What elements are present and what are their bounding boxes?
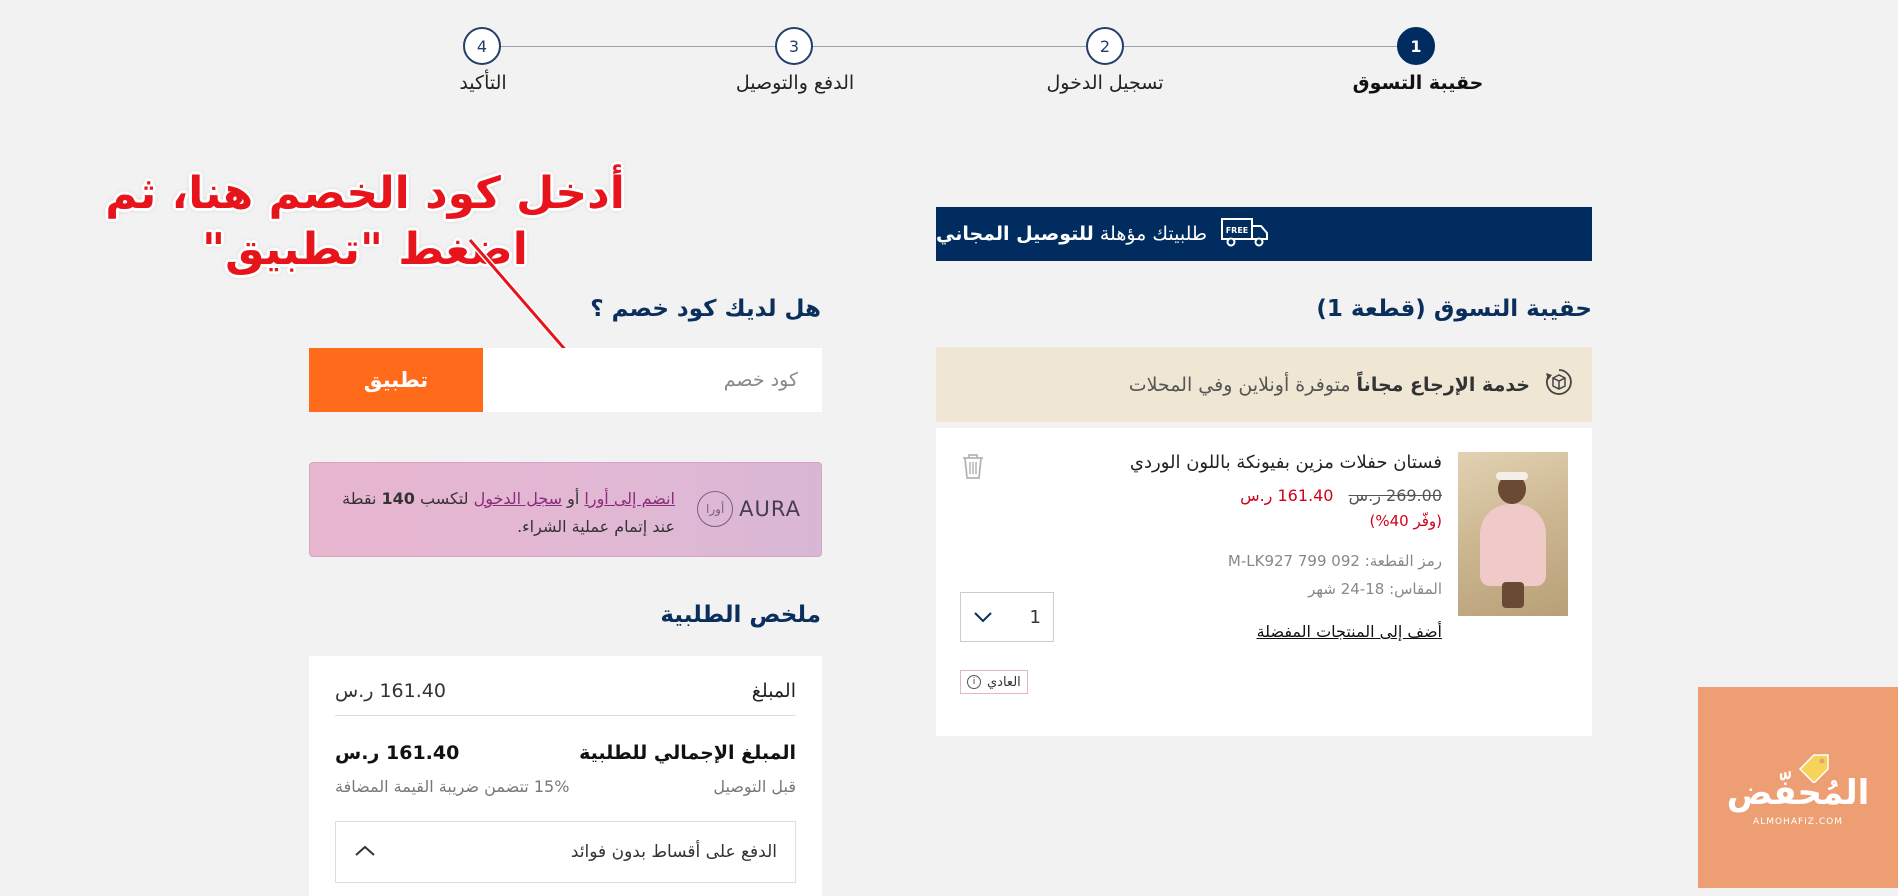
svg-text:FREE: FREE [1225, 225, 1249, 235]
free-truck-icon [1221, 217, 1269, 252]
free-return-title: خدمة الإرجاع مجاناً [1356, 373, 1530, 396]
old-price: 269.00 ر.س [1348, 486, 1442, 505]
quantity-select[interactable] [960, 592, 1054, 642]
free-delivery-banner [936, 207, 1592, 261]
free-delivery-text: طلبيتك مؤهلة للتوصيل المجاني [936, 223, 1208, 245]
chevron-up-icon [354, 842, 376, 862]
bag-title: حقيبة التسوق (قطعة 1) [1316, 296, 1592, 322]
order-summary [309, 656, 822, 896]
add-to-favorites-link[interactable]: أضف إلى المنتجات المفضلة [1256, 622, 1442, 641]
step-4-label: التأكيد [459, 72, 507, 94]
installments-label: الدفع على أقساط بدون فوائد [570, 842, 777, 862]
aura-logo: أورا AURA [697, 491, 801, 527]
sale-price: 161.40 ر.س [1240, 486, 1334, 505]
coupon-title: هل لديك كود خصم ؟ [590, 296, 821, 322]
saving-percent: (وفّر 40%) [1369, 512, 1442, 530]
amount-label: المبلغ [751, 680, 796, 702]
step-2-label: تسجيل الدخول [1046, 72, 1164, 94]
step-1-circle: 1 [1397, 27, 1435, 65]
summary-title: ملخص الطلبية [660, 602, 821, 628]
total-label: المبلغ الإجمالي للطلبية [579, 742, 796, 764]
free-return-banner [936, 347, 1592, 422]
annotation-text: أدخل كود الخصم هنا، ثم اضغط "تطبيق" [105, 168, 625, 275]
vat-note: 15% تتضمن ضريبة القيمة المضافة [335, 777, 570, 796]
tax-row [335, 777, 796, 796]
product-card [936, 428, 1592, 736]
return-box-icon [1544, 367, 1574, 402]
aura-login-link[interactable]: سجل الدخول [473, 489, 563, 508]
product-price [1240, 486, 1442, 505]
amount-row [335, 680, 796, 702]
step-1-label: حقيبة التسوق [1352, 72, 1484, 94]
total-row [335, 742, 796, 764]
join-aura-link[interactable]: انضم إلى أورا [584, 489, 675, 508]
step-3-label: الدفع والتوصيل [735, 72, 855, 94]
coupon-input[interactable] [483, 348, 822, 412]
amount-value: 161.40 ر.س [335, 680, 446, 702]
step-2-circle: 2 [1086, 27, 1124, 65]
free-return-text: متوفرة أونلاين وفي المحلات [1128, 373, 1351, 396]
aura-icon: أورا [697, 491, 733, 527]
product-image[interactable] [1458, 452, 1568, 616]
delivery-type-badge: العادي i [960, 670, 1028, 694]
before-delivery-note: قبل التوصيل [713, 777, 796, 796]
product-size: المقاس: 18-24 شهر [1308, 580, 1442, 598]
apply-coupon-button[interactable]: تطبيق [309, 348, 483, 412]
installments-accordion[interactable] [335, 821, 796, 883]
step-3-circle: 3 [775, 27, 813, 65]
chevron-down-icon [973, 608, 993, 627]
aura-loyalty-banner [309, 462, 822, 557]
product-name[interactable]: فستان حفلات مزين بفيونكة باللون الوردي [1129, 452, 1442, 473]
step-4-circle: 4 [463, 27, 501, 65]
stepper-line [483, 46, 1418, 47]
summary-divider [335, 715, 796, 716]
info-icon[interactable]: i [967, 675, 981, 689]
trash-icon[interactable] [960, 452, 986, 484]
aura-text: انضم إلى أورا أو سجل الدخول لتكسب 140 نقطة عند إتمام عملية الشراء. [342, 489, 675, 536]
quantity-value: 1 [1029, 606, 1041, 628]
aura-points: 140 [381, 489, 415, 508]
total-value: 161.40 ر.س [335, 742, 460, 764]
watermark-logo: المُحفّض ALMOHAFIZ.COM [1698, 687, 1898, 888]
product-sku: رمز القطعة: 092 799 M-LK927 [1227, 552, 1442, 570]
